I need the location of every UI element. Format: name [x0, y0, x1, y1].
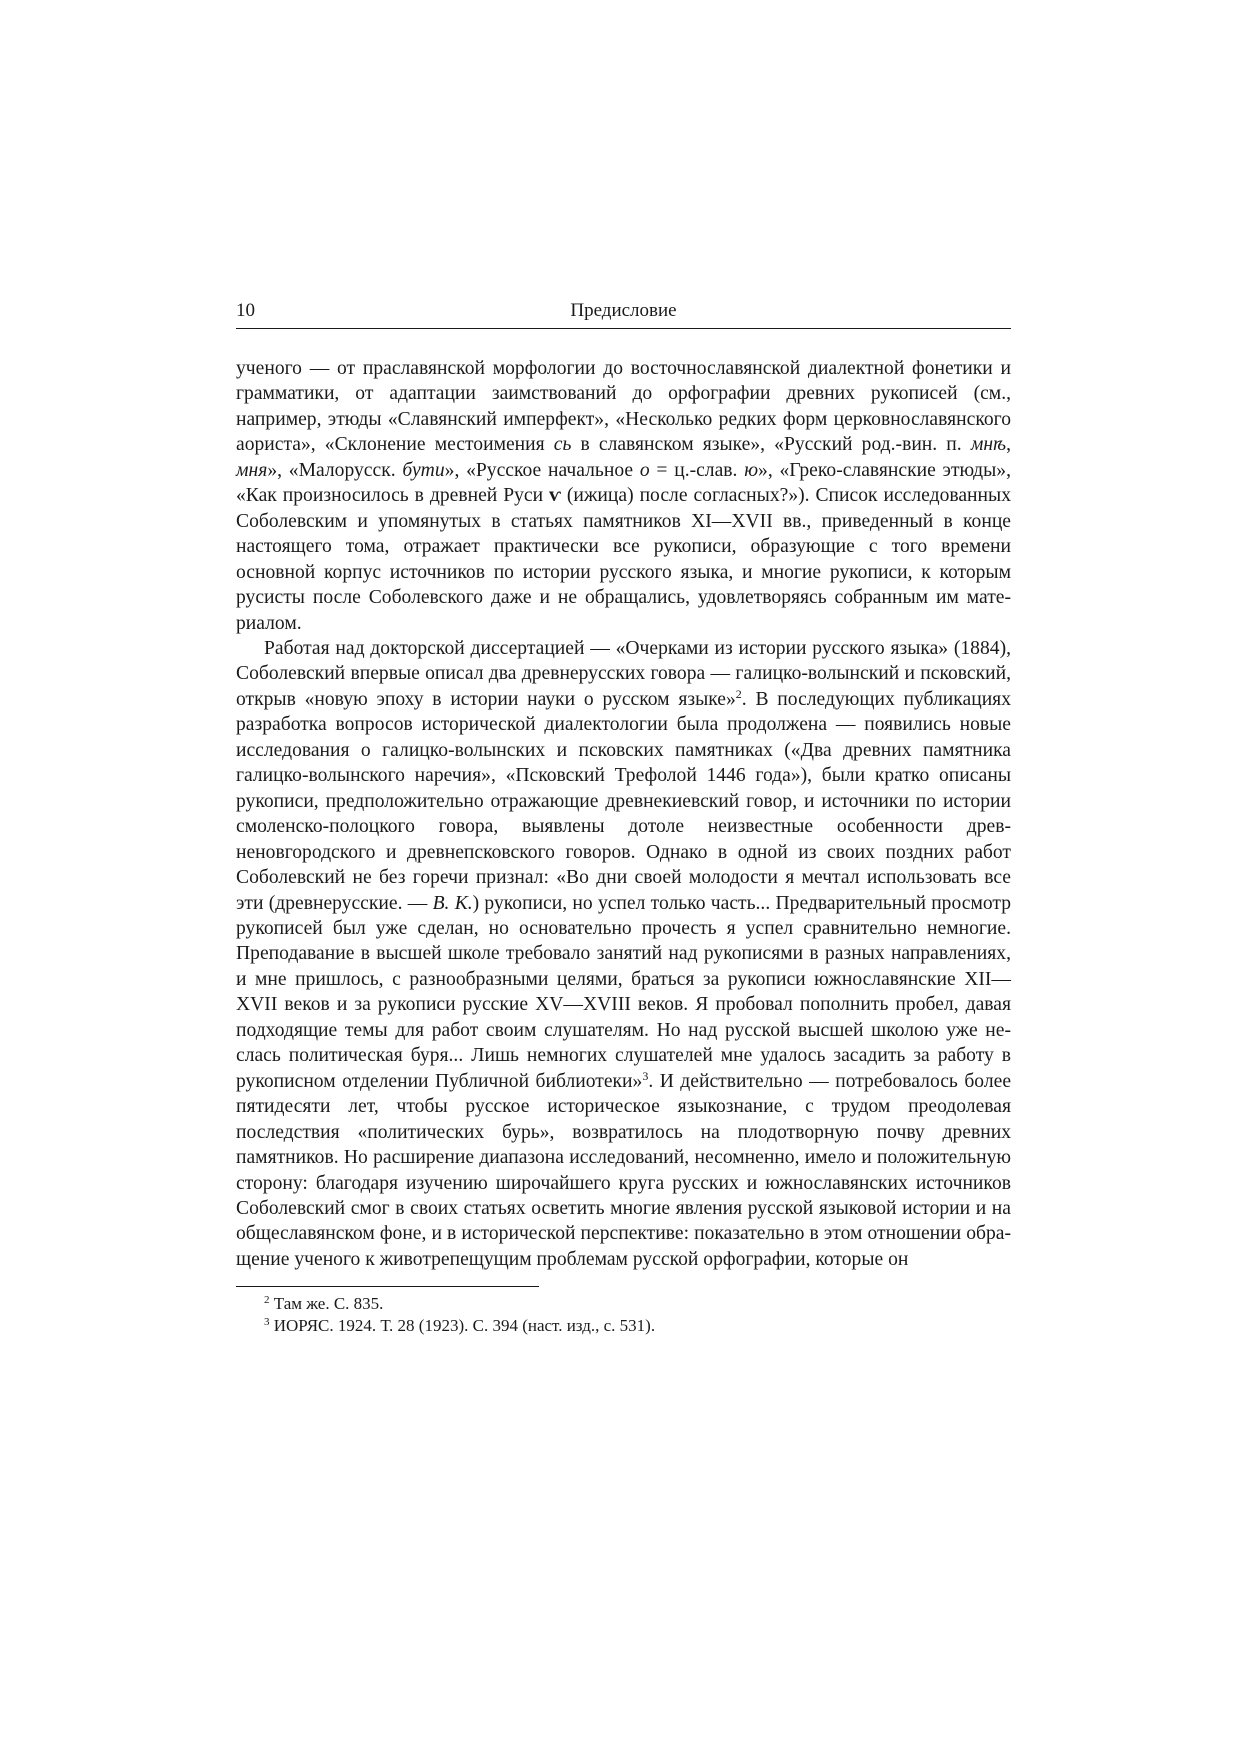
footnote-text: Там же. С. 835.	[273, 1294, 384, 1314]
page-content	[236, 296, 1011, 1337]
running-head	[236, 296, 1011, 326]
section-title: Предисловие	[570, 300, 677, 321]
footnote-3	[236, 1315, 1011, 1337]
paragraph-continued: ученого — от праславянской морфологии до восточнославянской диалектной фонетики и грамматики, от адаптации заимствований до орфографии древних рукописей (см., например, этюды «Славянский имперфект», «Несколько редких форм церковнославянского аориста», «Склонение местоимения сь в славянском языке», «Русский род.-вин. п. мнѣ, мня», «Малорусск. бути», «Русское начальное о = ц.-слав. ю», «Греко-славянские этюды», «Как произносилось в древней Руси ѵ (ижица) после согласных?»). Список исследованных Соболевским и упомянутых в статьях памятников XI—XVII вв., приведенный в конце настоящего тома, отражает практически все рукописи, образующие с того времени основной корпус источников по истории русского языка, и многие рукописи, к которым русисты после Соболевского даже и не обращались, удовлетворяясь собранным им материалом.	[236, 358, 1012, 634]
footnote-number: 2	[264, 1294, 270, 1307]
footnote-text: ИОРЯС. 1924. Т. 28 (1923). С. 394 (наст. изд., с. 531).	[273, 1316, 656, 1336]
footnote-rule	[236, 1286, 539, 1287]
footnote-number: 3	[264, 1316, 270, 1329]
page-number: 10	[236, 300, 255, 321]
body-text	[236, 356, 1011, 1272]
footnotes	[236, 1293, 1011, 1337]
paragraph: Работая над докторской диссертацией — «Очерками из истории русского языка» (1884), Соболевский впервые описал два древнерусских говора — галицко-волынский и псковский, открыв «новую эпоху в истории науки о русском языке»$^2$. В последующих публикациях разработка вопросов исторической диалектологии была продолжена — появились новые исследования о галицко-волынских и псковских памятниках («Два древних памятника галицко-волынского наречия», «Псковский Трефолой 1446 года»), были кратко описаны рукописи, предположительно отражающие древнекиевский говор, и источники по истории смоленско-полоцкого говора, выявлены дотоле неизвестные особенности древненовгородского и древнепсковского говоров. Однако в одной из своих поздних работ Соболевский не без горечи признал: «Во дни своей молодости я мечтал использовать все эти (древнерусские. — В. К.) рукописи, но успел только часть... Предварительный просмотр рукописей был уже сделан, но основательно прочесть я успел сравнительно немногие. Преподавание в высшей школе требовало занятий над рукописями в разных направлениях, и мне пришлось, с разнообразными целями, браться за рукописи южнославянские XII—XVII веков и за рукописи русские XV—XVIII веков. Я пробовал пополнить пробел, давая подходящие темы для работ своим слушателям. Но над русской высшей школою уже неслась политическая буря... Лишь немногих слушателей мне удалось засадить за работу в рукописном отделении Публичной библиотеки»$^3$. И действительно — потребовалось более пятидесяти лет, чтобы русское историческое языкознание, с трудом преодолевая последствия «политических бурь», возвратилось на плодотворную почву древних памятников. Но расширение диапазона исследований, несомненно, имело и положительную сторону: благодаря изучению широчайшего круга русских и южнославянских источников Соболевский смог в своих статьях осветить многие явления русской языковой истории и на общеславянском фоне, и в исторической перспективе: показательно в этом отношении обращение ученого к животрепещущим проблемам русской орфографии, которые он	[236, 637, 1012, 1270]
header-rule	[236, 328, 1011, 329]
footnote-2	[236, 1293, 1011, 1315]
